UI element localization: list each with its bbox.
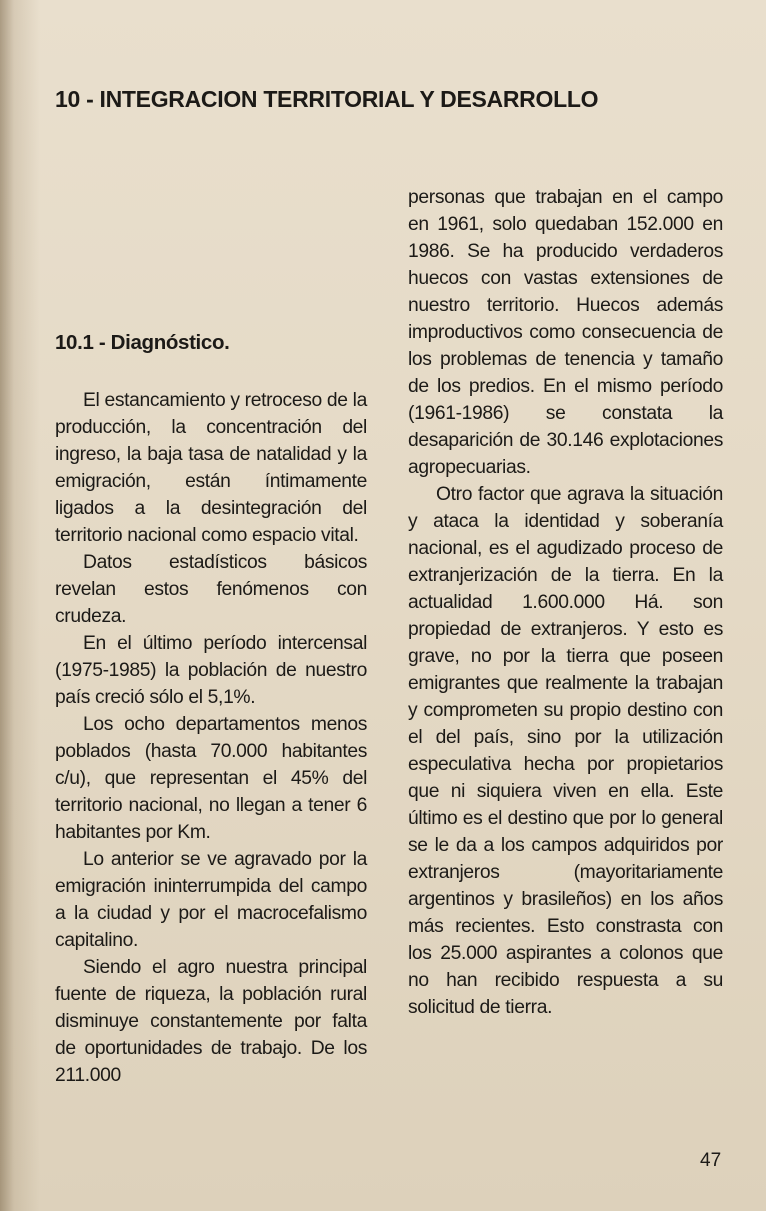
paragraph: personas que trabajan en el campo en 1961, solo quedaban 152.000 en 1986. Se ha producido verdaderos huecos con vastas extensiones de nuestro territorio. Huecos además improductivos como consecuencia de los problemas de tenencia y tamaño de los predios. En el mismo período (1961-1986) se constata la desaparición de 30.146 explotaciones agropecuarias. <box>408 187 723 478</box>
paragraph: Otro factor que agrava la situación y ataca la identidad y soberanía nacional, es el agudizado proceso de extranjerización de la tierra. En la actualidad 1.600.000 Há. son propiedad de extranjeros. Y esto es grave, no por la tierra que poseen emigrantes que realmente la trabajan y comprometen su propio destino con el del país, sino por la utilización especulativa hecha por propietarios que ni siquiera viven en ella. Este último es el destino que por lo general se le da a los campos adquiridos por extranjeros (mayoritariamente argentinos y brasileños) en los años más recientes. Esto constrasta con los 25.000 aspirantes a colonos que no han recibido respuesta a su solicitud de tierra. <box>408 484 723 1018</box>
paragraph: Los ocho departamentos menos poblados (hasta 70.000 habitantes c/u), que representan el 45% del territorio nacional, no llegan a tener 6 habitantes por Km. <box>55 714 367 843</box>
paragraph: El estancamiento y retroceso de la producción, la concentración del ingreso, la baja tasa de natalidad y la emigración, están íntimamente ligados a la desintegración del territorio nacional como espacio vital. <box>55 390 367 546</box>
paragraph: En el último período intercensal (1975-1985) la población de nuestro país creció sólo el 5,1%. <box>55 633 367 708</box>
right-column <box>408 184 723 1021</box>
page-number: 47 <box>700 1150 722 1171</box>
left-column <box>55 329 367 1089</box>
paragraph: Datos estadísticos básicos revelan estos fenómenos con crudeza. <box>55 552 367 627</box>
paragraph: Siendo el agro nuestra principal fuente de riqueza, la población rural disminuye constantemente por falta de oportunidades de trabajo. De los 211.000 <box>55 957 367 1086</box>
section-heading: 10.1 - Diagnóstico. <box>55 331 230 354</box>
paragraph: Lo anterior se ve agravado por la emigración ininterrumpida del campo a la ciudad y por el macrocefalismo capitalino. <box>55 849 367 951</box>
chapter-title: 10 - INTEGRACION TERRITORIAL Y DESARROLLO <box>55 86 599 112</box>
